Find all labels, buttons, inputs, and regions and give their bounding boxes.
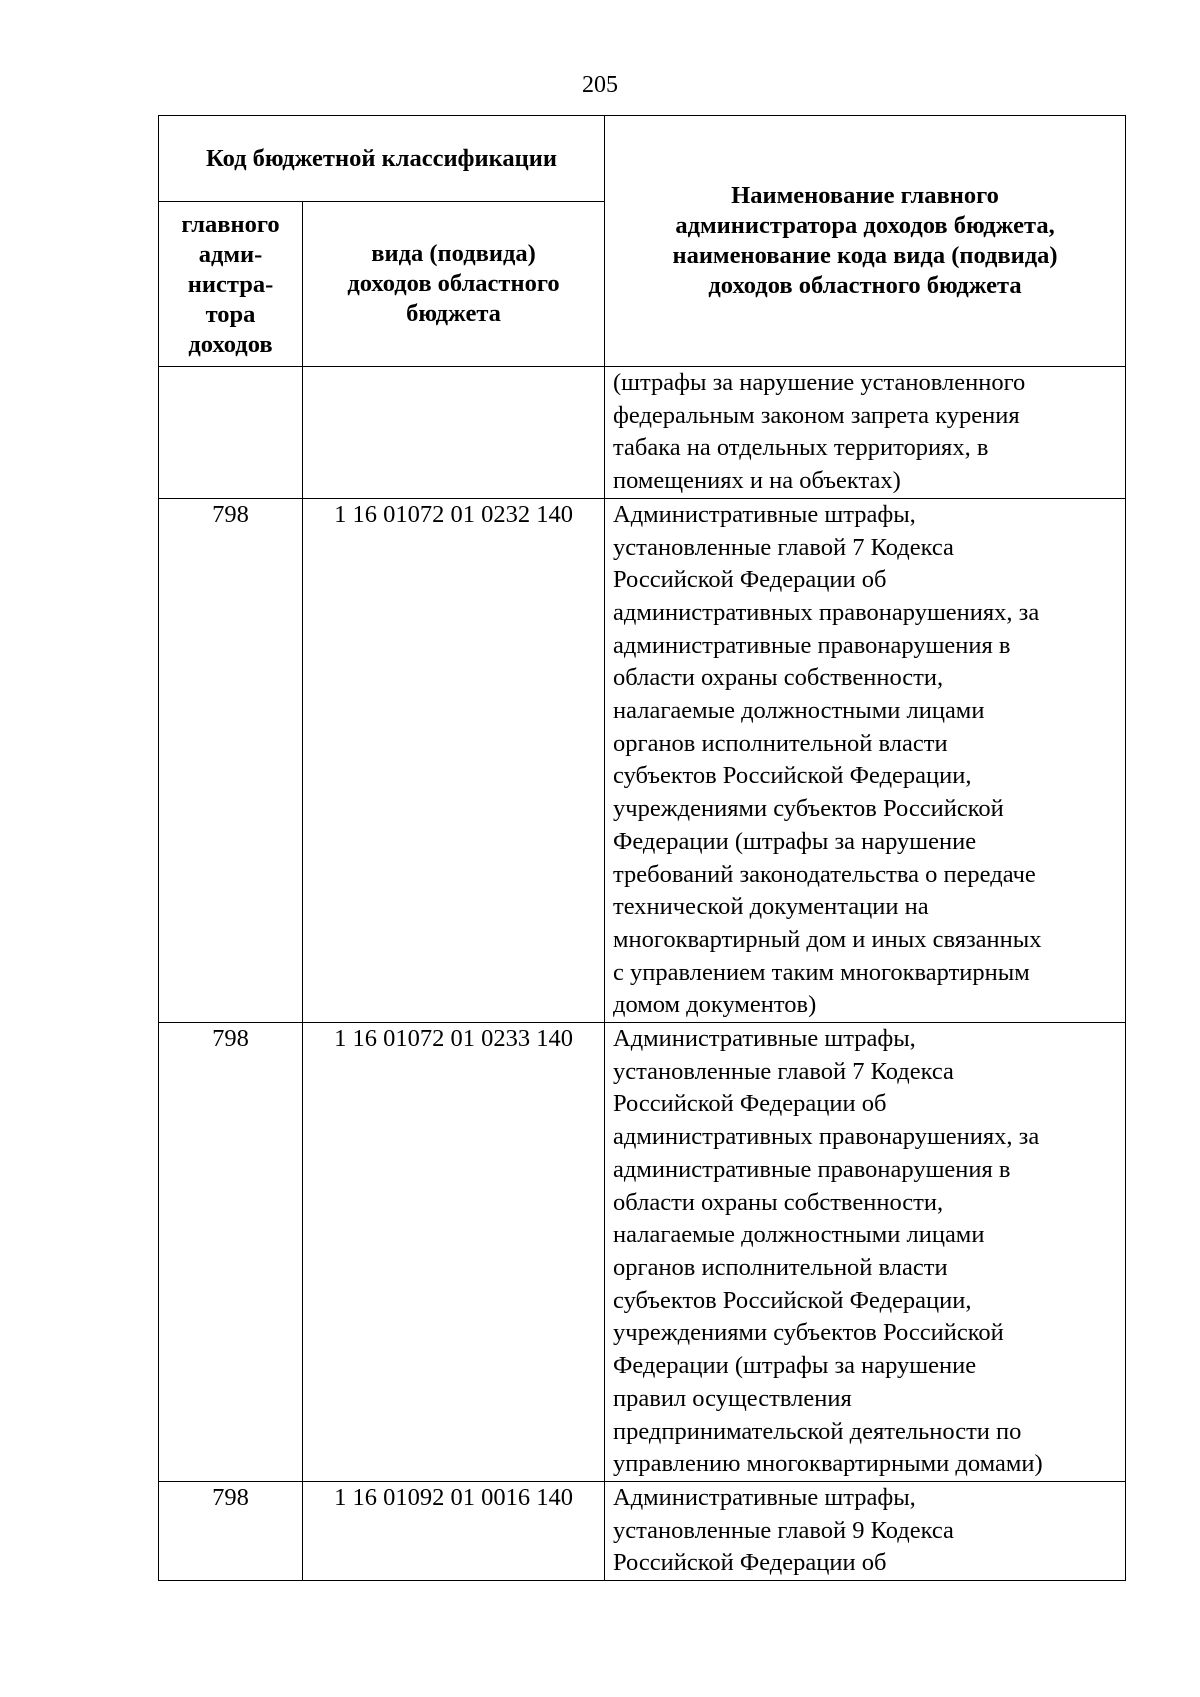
income-name-line: (штрафы за нарушение установленного — [613, 369, 1026, 396]
income-name-line: органов исполнительной власти — [613, 729, 948, 757]
header-name-line: администратора доходов бюджета, — [675, 212, 1055, 239]
income-code-cell: 1 16 01092 01 0016 140 — [303, 1481, 605, 1580]
income-code-cell — [303, 367, 605, 499]
table-body — [159, 367, 1126, 1581]
income-name-line: с управлением таким многоквартирным — [613, 958, 1030, 986]
header-code-column — [303, 202, 605, 367]
table-header — [159, 116, 1126, 367]
income-name-line: налагаемые должностными лицами — [613, 1221, 985, 1249]
income-name-line: правил осуществления — [613, 1384, 852, 1412]
header-code-line: вида (подвида) — [371, 240, 536, 267]
income-name-line: области охраны собственности, — [613, 1188, 944, 1216]
income-code-cell: 1 16 01072 01 0232 140 — [303, 498, 605, 1022]
header-admin-line: нистра- — [187, 271, 274, 298]
income-name-cell — [605, 367, 1126, 499]
income-name-cell — [605, 1481, 1126, 1580]
admin-code-cell: 798 — [159, 498, 303, 1022]
income-name-line: установленные главой 9 Кодекса — [613, 1516, 954, 1544]
income-name-line: области охраны собственности, — [613, 664, 944, 692]
income-name-line: домом документов) — [613, 991, 817, 1019]
income-name-line: помещениях и на объектах) — [613, 467, 901, 495]
income-name-line: субъектов Российской Федерации, — [613, 1286, 972, 1314]
income-name-line: Административные штрафы, — [613, 500, 916, 528]
income-name-line: федеральным законом запрета курения — [613, 401, 1020, 429]
income-name-line: органов исполнительной власти — [613, 1253, 948, 1281]
income-name-cell — [605, 498, 1126, 1022]
page-number: 205 — [582, 72, 618, 98]
income-name-line: управлению многоквартирными домами) — [613, 1450, 1043, 1478]
header-admin-column — [159, 202, 303, 367]
header-group-title: Код бюджетной классификации — [159, 116, 605, 202]
income-name-line: табака на отдельных территориях, в — [613, 434, 989, 462]
income-name-line: установленные главой 7 Кодекса — [613, 1057, 954, 1085]
income-name-line: Административные штрафы, — [613, 1483, 916, 1511]
income-name-line: требований законодательства о передаче — [613, 860, 1036, 888]
header-admin-line: главного — [181, 211, 280, 238]
header-name-line: Наименование главного — [731, 182, 999, 209]
header-code-line: доходов областного — [347, 270, 560, 297]
admin-code-cell: 798 — [159, 1481, 303, 1580]
income-name-line: административных правонарушениях, за — [613, 598, 1040, 626]
income-code-cell: 1 16 01072 01 0233 140 — [303, 1023, 605, 1482]
admin-code-cell — [159, 367, 303, 499]
income-name-line: Российской Федерации об — [613, 566, 887, 594]
income-name-line: административные правонарушения в — [613, 1155, 1011, 1183]
income-name-line: Административные штрафы, — [613, 1025, 916, 1053]
income-name-line: технической документации на — [613, 893, 929, 921]
income-name-line: административных правонарушениях, за — [613, 1123, 1040, 1151]
income-name-line: учреждениями субъектов Российской — [613, 795, 1004, 823]
header-admin-line: адми- — [198, 241, 263, 268]
header-name-line: доходов областного бюджета — [708, 272, 1022, 299]
header-admin-line: тора — [205, 301, 256, 328]
table-row — [159, 1023, 1126, 1482]
header-code-line: бюджета — [406, 300, 501, 327]
table-row — [159, 367, 1126, 499]
income-name-line: Федерации (штрафы за нарушение — [613, 827, 977, 855]
income-name-line: учреждениями субъектов Российской — [613, 1319, 1004, 1347]
income-name-line: предпринимательской деятельности по — [613, 1417, 1022, 1445]
income-name-line: Российской Федерации об — [613, 1090, 887, 1118]
income-name-cell — [605, 1023, 1126, 1482]
income-name-line: Федерации (штрафы за нарушение — [613, 1352, 977, 1380]
income-name-line: установленные главой 7 Кодекса — [613, 533, 954, 561]
table-row — [159, 498, 1126, 1022]
income-name-line: Российской Федерации об — [613, 1549, 887, 1577]
income-name-line: субъектов Российской Федерации, — [613, 762, 972, 790]
admin-code-cell: 798 — [159, 1023, 303, 1482]
header-admin-line: доходов — [188, 331, 273, 358]
income-name-line: административные правонарушения в — [613, 631, 1011, 659]
header-name-column — [605, 116, 1126, 367]
income-name-line: многоквартирный дом и иных связанных — [613, 925, 1042, 953]
table-row — [159, 1481, 1126, 1580]
income-name-line: налагаемые должностными лицами — [613, 697, 985, 725]
budget-classification-table — [158, 115, 1126, 1581]
header-name-line: наименование кода вида (подвида) — [672, 242, 1058, 269]
